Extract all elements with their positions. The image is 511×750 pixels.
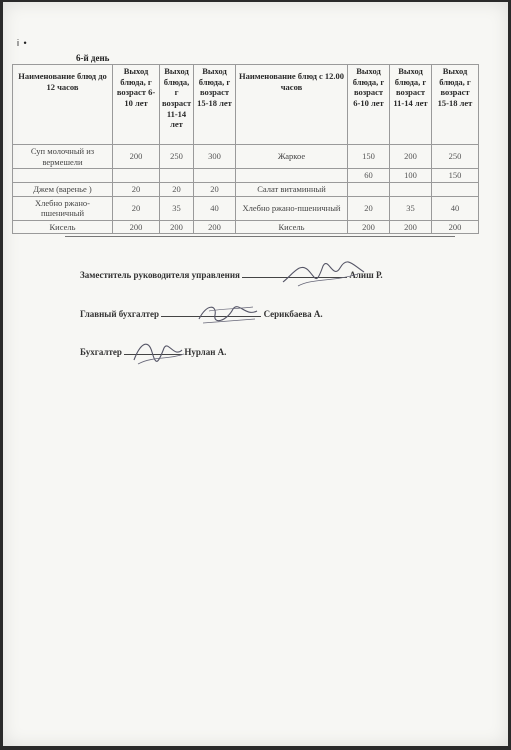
value-cell: 40 xyxy=(194,196,236,220)
deputy-title: Заместитель руководителя управления xyxy=(80,270,240,280)
col-header-yield-6-10: Выход блюда, г возраст 6-10 лет xyxy=(113,65,160,145)
value-cell xyxy=(348,182,390,196)
table-row xyxy=(13,145,479,169)
value-cell xyxy=(160,169,194,183)
value-cell: 250 xyxy=(432,145,479,169)
col-header-dish-afternoon: Наименование блюд с 12.00 часов xyxy=(236,65,348,145)
value-cell: 35 xyxy=(160,196,194,220)
value-cell xyxy=(113,169,160,183)
table-row xyxy=(13,169,479,183)
value-cell: 20 xyxy=(194,182,236,196)
value-cell: 200 xyxy=(160,220,194,234)
value-cell: 200 xyxy=(432,220,479,234)
value-cell xyxy=(194,169,236,183)
value-cell: 20 xyxy=(160,182,194,196)
corner-marks: і • xyxy=(17,38,28,48)
handwritten-signature-deputy xyxy=(278,252,368,292)
dish-cell: Кисель xyxy=(13,220,113,234)
value-cell: 200 xyxy=(194,220,236,234)
value-cell: 200 xyxy=(113,220,160,234)
dish-cell: Кисель xyxy=(236,220,348,234)
menu-table xyxy=(12,64,479,234)
col-header-dish-morning: Наименование блюд до 12 часов xyxy=(13,65,113,145)
value-cell: 35 xyxy=(390,196,432,220)
dish-cell: Хлебно ржано-пшеничный xyxy=(13,196,113,220)
value-cell: 150 xyxy=(432,169,479,183)
value-cell xyxy=(390,182,432,196)
value-cell: 200 xyxy=(113,145,160,169)
dish-cell: Салат витаминный xyxy=(236,182,348,196)
value-cell: 200 xyxy=(348,220,390,234)
dish-cell: Хлебно ржано-пшеничный xyxy=(236,196,348,220)
col-header-yield-11-14-b: Выход блюда, г возраст 11-14 лет xyxy=(390,65,432,145)
col-header-yield-6-10-b: Выход блюда, г возраст 6-10 лет xyxy=(348,65,390,145)
value-cell: 300 xyxy=(194,145,236,169)
value-cell xyxy=(432,182,479,196)
value-cell: 200 xyxy=(390,220,432,234)
value-cell: 200 xyxy=(390,145,432,169)
value-cell: 40 xyxy=(432,196,479,220)
dish-cell: Суп молочный из вермешели xyxy=(13,145,113,169)
chief-name: Серикбаева А. xyxy=(263,309,323,319)
dish-cell: Джем (варенье ) xyxy=(13,182,113,196)
col-header-yield-11-14: Выход блюда, г возраст 11-14 лет xyxy=(160,65,194,145)
value-cell: 150 xyxy=(348,145,390,169)
accountant-title: Бухгалтер xyxy=(80,347,122,357)
document-page xyxy=(3,2,508,746)
table-row xyxy=(13,196,479,220)
separator-line xyxy=(65,236,455,237)
value-cell: 100 xyxy=(390,169,432,183)
table-row xyxy=(13,182,479,196)
value-cell: 20 xyxy=(113,196,160,220)
value-cell: 60 xyxy=(348,169,390,183)
chief-title: Главный бухгалтер xyxy=(80,309,160,319)
col-header-yield-15-18-b: Выход блюда, г возраст 15-18 лет xyxy=(432,65,479,145)
value-cell: 20 xyxy=(348,196,390,220)
dish-cell: Жаркое xyxy=(236,145,348,169)
accountant-name: Нурлан А. xyxy=(184,347,227,357)
table-row xyxy=(13,220,479,234)
deputy-name: Алиш Р. xyxy=(349,270,383,280)
value-cell: 20 xyxy=(113,182,160,196)
dish-cell xyxy=(13,169,113,183)
table-header-row xyxy=(13,65,479,145)
day-label: 6-й день xyxy=(76,53,110,63)
dish-cell xyxy=(236,169,348,183)
handwritten-signature-chief xyxy=(195,297,265,327)
handwritten-signature-accountant xyxy=(128,334,188,368)
value-cell: 250 xyxy=(160,145,194,169)
col-header-yield-15-18: Выход блюда, г возраст 15-18 лет xyxy=(194,65,236,145)
